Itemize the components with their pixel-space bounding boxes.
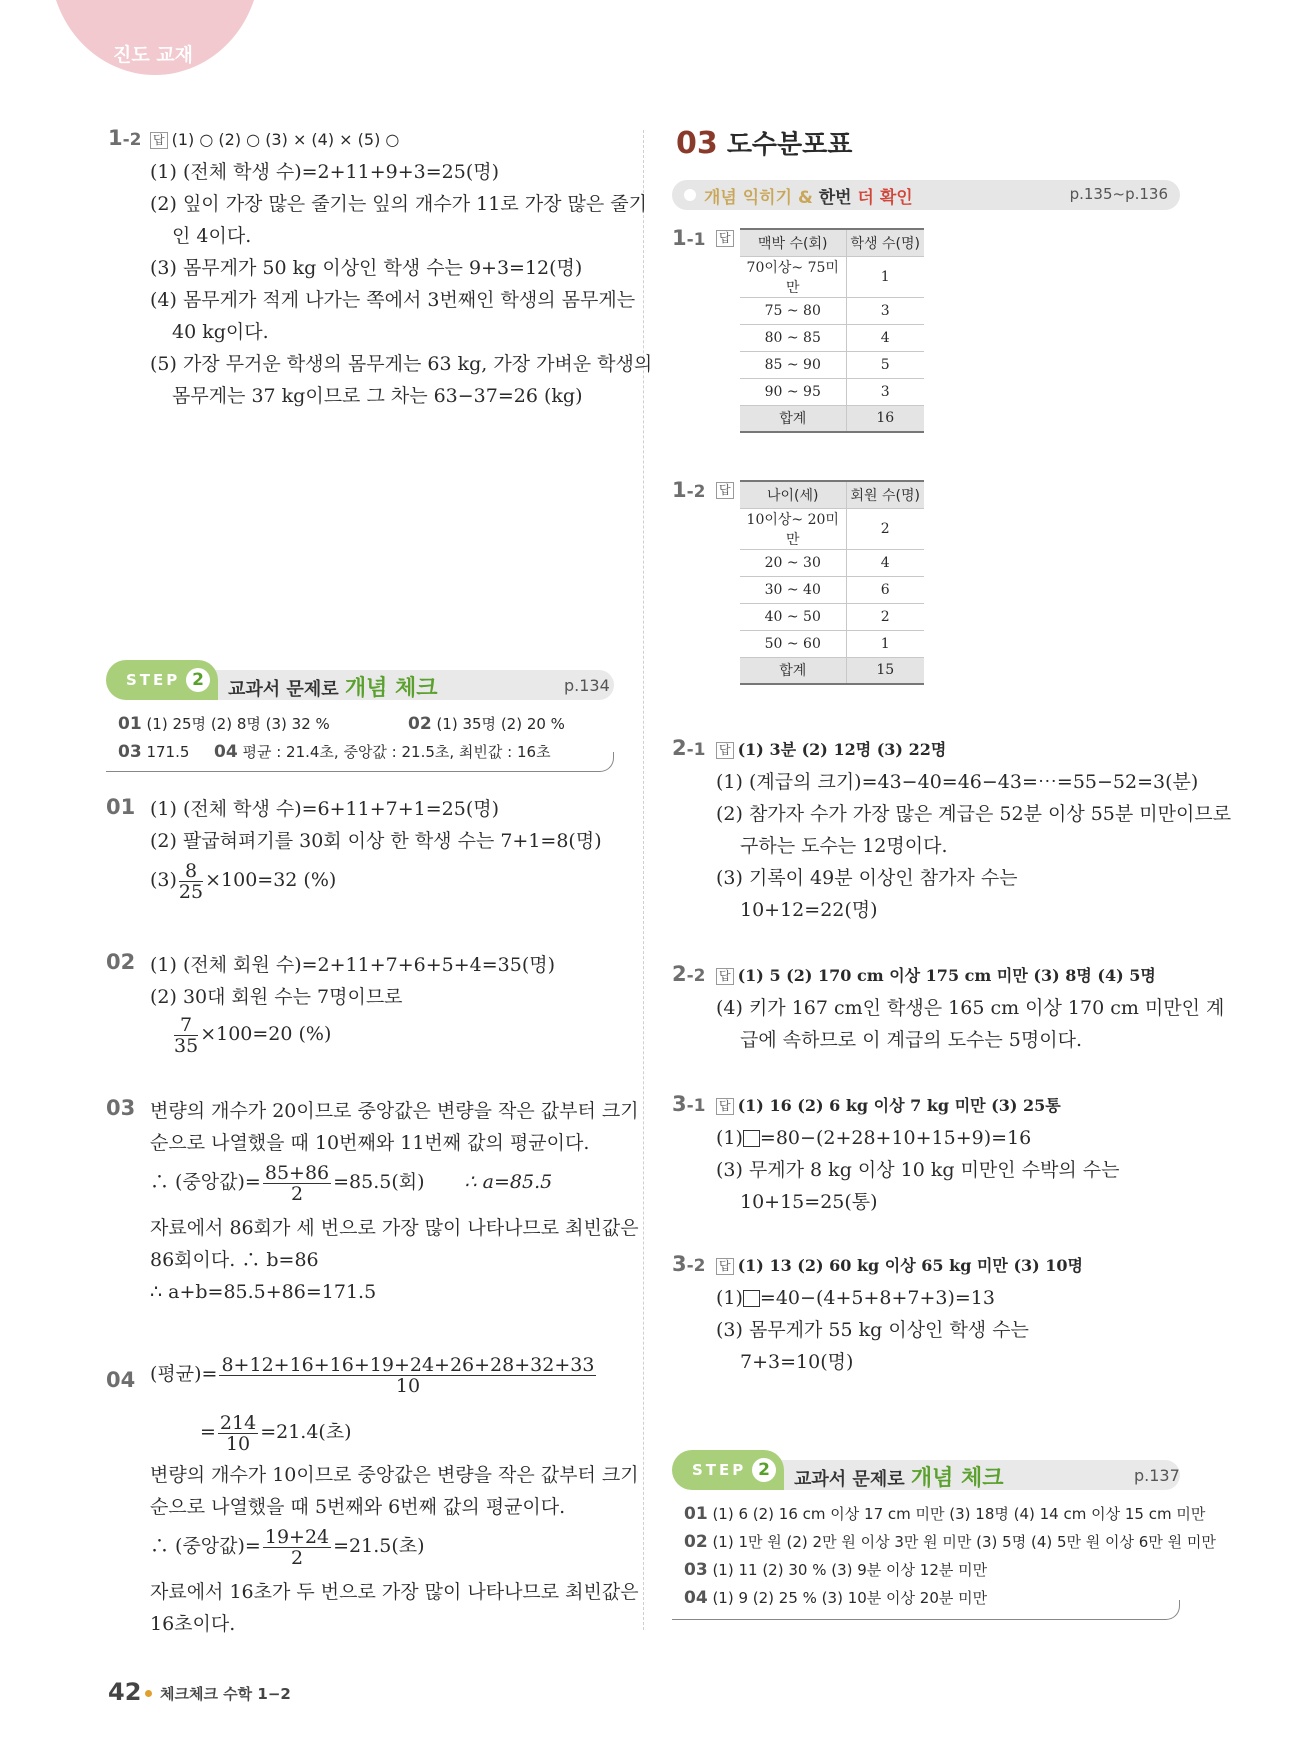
fraction-line: (평균)= $\frac{8+12+16+16+19+24+26+28+32+33}{10}$: [150, 1353, 595, 1397]
badge-label: 진도 교재: [113, 44, 194, 66]
table-cell: 30 ~ 40: [740, 576, 846, 603]
text-line: 인 4이다.: [172, 225, 252, 247]
text-line: 자료에서 86회가 세 번으로 가장 많이 나타나므로 최빈값은: [150, 1217, 639, 1239]
text-line: (3) 몸무게가 55 kg 이상인 학생 수는: [716, 1319, 1029, 1341]
text-line: (3) 몸무게가 50 kg 이상인 학생 수는 9+3=12(명): [150, 257, 583, 279]
step-pill: STEP 2: [672, 1450, 784, 1490]
step-pill: STEP 2: [106, 660, 218, 700]
table-cell: 5: [846, 351, 924, 378]
text-line: 10+15=25(통): [740, 1191, 878, 1213]
table-cell: 90 ~ 95: [740, 378, 846, 405]
table-header: 나이(세): [740, 481, 846, 508]
problem-number-3-1: 3-1: [672, 1092, 706, 1116]
text-line: 몸무게는 37 kg이므로 그 차는 63−37=26 (kg): [172, 385, 583, 407]
table-cell: 1: [846, 630, 924, 657]
text-line: 16초이다.: [150, 1613, 236, 1635]
blank-box-icon: [743, 1130, 760, 1147]
table-cell: 50 ~ 60: [740, 630, 846, 657]
fraction-line: = $\frac{214}{10}$ =21.4(초): [200, 1411, 352, 1455]
text-line: 자료에서 16초가 두 번으로 가장 많이 나타나므로 최빈값은: [150, 1581, 639, 1603]
text-line: (5) 가장 무거운 학생의 몸무게는 63 kg, 가장 가벼운 학생의: [150, 353, 653, 375]
text-line: 변량의 개수가 20이므로 중앙값은 변량을 작은 값부터 크기: [150, 1100, 639, 1122]
step-title: 교과서 문제로 개념 체크: [228, 676, 438, 701]
text-line: (2) 잎이 가장 많은 줄기는 잎의 개수가 11로 가장 많은 줄기: [150, 193, 647, 215]
table-cell: 85 ~ 90: [740, 351, 846, 378]
answer-3-1: 답 (1) 16 (2) 6 kg 이상 7 kg 미만 (3) 25통: [716, 1091, 1061, 1121]
text-line: (2) 참가자 수가 가장 많은 계급은 52분 이상 55분 미만이므로: [716, 803, 1232, 825]
quick-answer: 02 (1) 35명 (2) 20 %: [408, 714, 565, 734]
text-line: (1) (계급의 크기)=43−40=46−43=⋯=55−52=3(분): [716, 771, 1199, 793]
text-line: (1) =80−(2+28+10+15+9)=16: [716, 1127, 1032, 1149]
text-line: (1) =40−(4+5+8+7+3)=13: [716, 1287, 995, 1309]
step-page-ref: p.137: [1134, 1466, 1180, 1485]
text-line: (3) 무게가 8 kg 이상 10 kg 미만인 수박의 수는: [716, 1159, 1120, 1181]
table-total: 16: [846, 405, 924, 432]
text-line: (1) (전체 학생 수)=2+11+9+3=25(명): [150, 161, 500, 183]
fraction-line: ∴ (중앙값)= $\frac{19+24}{2}$ =21.5(초): [150, 1525, 425, 1569]
table-total: 15: [846, 657, 924, 684]
problem-number-1-2r: 1-2: [672, 478, 706, 502]
answer-box-border: [672, 1600, 1180, 1620]
table-cell: 40 ~ 50: [740, 603, 846, 630]
table-cell: 80 ~ 85: [740, 324, 846, 351]
section-title: 03 도수분포표: [676, 126, 853, 161]
text-line: (2) 30대 회원 수는 7명이므로: [150, 986, 403, 1008]
text-line: (1) (전체 학생 수)=6+11+7+1=25(명): [150, 798, 500, 820]
blank-box-icon: [743, 1290, 760, 1307]
text-line: 변량의 개수가 10이므로 중앙값은 변량을 작은 값부터 크기: [150, 1464, 639, 1486]
answer-2-1: 답 (1) 3분 (2) 12명 (3) 22명: [716, 735, 946, 765]
answer-3-2: 답 (1) 13 (2) 60 kg 이상 65 kg 미만 (3) 10명: [716, 1251, 1083, 1281]
text-line: 순으로 나열했을 때 10번째와 11번째 값의 평균이다.: [150, 1132, 590, 1154]
table-cell: 3: [846, 297, 924, 324]
quick-answer: 03 (1) 11 (2) 30 % (3) 9분 이상 12분 미만: [684, 1560, 988, 1580]
table-cell: 70이상~ 75미만: [740, 256, 846, 297]
table-cell: 6: [846, 576, 924, 603]
table-cell: 75 ~ 80: [740, 297, 846, 324]
problem-number-01: 01: [106, 795, 136, 819]
table-cell: 4: [846, 549, 924, 576]
problem-number-3-2: 3-2: [672, 1252, 706, 1276]
footer-dot-icon: [145, 1690, 152, 1697]
text-line: 86회이다. ∴ b=86: [150, 1249, 319, 1271]
text-line: 구하는 도수는 12명이다.: [740, 835, 948, 857]
bullet-icon: [684, 189, 696, 201]
fraction-line: (3) $\frac{8}{25}$ ×100=32 (%): [150, 859, 337, 903]
table-total: 합계: [740, 405, 846, 432]
answer-box-border: [106, 752, 614, 772]
text-line: (3) 기록이 49분 이상인 참가자 수는: [716, 867, 1018, 889]
table-cell: 1: [846, 256, 924, 297]
answer-mark: 답: [150, 132, 168, 149]
text-line: 순으로 나열했을 때 5번째와 6번째 값의 평균이다.: [150, 1496, 566, 1518]
page-number: 42: [108, 1678, 142, 1706]
answer-1-2: 답 (1) ○ (2) ○ (3) × (4) × (5) ○: [150, 125, 399, 155]
table-header: 맥박 수(회): [740, 229, 846, 256]
quick-answer: 01 (1) 6 (2) 16 cm 이상 17 cm 미만 (3) 18명 (4) 14 cm 이상 15 cm 미만: [684, 1504, 1206, 1524]
quick-answer: 02 (1) 1만 원 (2) 2만 원 이상 3만 원 미만 (3) 5명 (4) 5만 원 이상 6만 원 미만: [684, 1532, 1216, 1552]
answer-mark: 답: [716, 230, 734, 247]
book-title: 체크체크 수학 1−2: [160, 1685, 291, 1703]
quick-answer: 03 171.5: [118, 742, 190, 762]
problem-number-1-2: 1-2: [108, 126, 142, 150]
table-cell: 20 ~ 30: [740, 549, 846, 576]
frequency-table-pulse: [740, 228, 924, 433]
text-line: ∴ a+b=85.5+86=171.5: [150, 1281, 377, 1303]
text-line: 10+12=22(명): [740, 899, 878, 921]
problem-number-2-2: 2-2: [672, 962, 706, 986]
answer-2-2: 답 (1) 5 (2) 170 cm 이상 175 cm 미만 (3) 8명 (4) 5명: [716, 961, 1156, 991]
step-page-ref: p.134: [564, 676, 610, 695]
fraction-line: ∴ (중앙값)= $\frac{85+86}{2}$ =85.5(회) ∴ a=85.5: [150, 1161, 553, 1205]
text-line: (4) 키가 167 cm인 학생은 165 cm 이상 170 cm 미만인 계: [716, 997, 1225, 1019]
quick-answer: 04 평균 : 21.4초, 중앙값 : 21.5초, 최빈값 : 16초: [214, 742, 551, 762]
table-cell: 10이상~ 20미만: [740, 508, 846, 549]
problem-number-03: 03: [106, 1096, 136, 1120]
quick-answer: 01 (1) 25명 (2) 8명 (3) 32 %: [118, 714, 330, 734]
problem-number-1-1: 1-1: [672, 226, 706, 250]
concept-bar: 개념 익히기 & 한번 더 확인 p.135~p.136: [672, 180, 1180, 210]
text-line: 40 kg이다.: [172, 321, 269, 343]
text-line: 7+3=10(명): [740, 1351, 854, 1373]
quick-answer: 04 (1) 9 (2) 25 % (3) 10분 이상 20분 미만: [684, 1588, 988, 1608]
table-cell: 4: [846, 324, 924, 351]
problem-number-2-1: 2-1: [672, 736, 706, 760]
text-line: (4) 몸무게가 적게 나가는 쪽에서 3번째인 학생의 몸무게는: [150, 289, 636, 311]
table-cell: 2: [846, 508, 924, 549]
table-cell: 3: [846, 378, 924, 405]
fraction-line: $\frac{7}{35}$ ×100=20 (%): [174, 1013, 332, 1057]
frequency-table-age: [740, 480, 924, 685]
text-line: 급에 속하므로 이 계급의 도수는 5명이다.: [740, 1029, 1082, 1051]
problem-number-02: 02: [106, 950, 136, 974]
table-total: 합계: [740, 657, 846, 684]
text-line: (2) 팔굽혀펴기를 30회 이상 한 학생 수는 7+1=8(명): [150, 830, 602, 852]
problem-number-04: 04: [106, 1368, 136, 1392]
step-title: 교과서 문제로 개념 체크: [794, 1466, 1004, 1491]
table-cell: 2: [846, 603, 924, 630]
table-header: 회원 수(명): [846, 481, 924, 508]
table-header: 학생 수(명): [846, 229, 924, 256]
text-line: (1) (전체 회원 수)=2+11+7+6+5+4=35(명): [150, 954, 556, 976]
answer-mark: 답: [716, 482, 734, 499]
